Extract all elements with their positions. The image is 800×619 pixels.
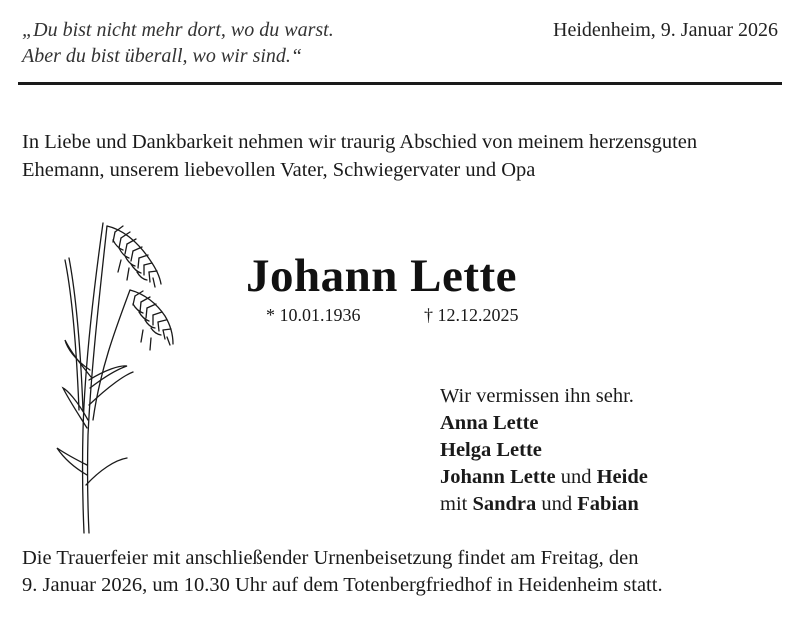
intro-text [22,128,792,184]
service-line-2: 9. Januar 2026, um 10.30 Uhr auf dem Totenbergfriedhof in Heidenheim statt. [22,574,663,596]
memorial-quote [22,17,334,69]
family-member-2: Helga Lette [440,439,542,461]
family-line-4 [440,491,648,518]
family-member-5: Sandra [472,493,537,515]
birth-date: * 10.01.1936 [266,305,361,325]
family-line-3 [440,464,648,491]
intro-line-1: In Liebe und Dankbarkeit nehmen wir traurig Abschied von meinem herzensguten [22,131,698,153]
family-member-6: Fabian [577,493,639,515]
intro-line-2: Ehemann, unserem liebevollen Vater, Schwiegervater und Opa [22,159,536,181]
quote-line-2: Aber du bist überall, wo wir sind.“ [22,45,303,67]
place-date: Heidenheim, 9. Januar 2026 [553,19,778,41]
life-dates [266,303,519,327]
divider [18,82,782,85]
family-conjunction: und [555,466,597,488]
family-prefix: mit [440,493,473,515]
family-signature [440,383,648,518]
death-date: † 12.12.2025 [424,305,519,325]
family-member-4: Heide [596,466,648,488]
family-intro: Wir vermissen ihn sehr. [440,385,634,407]
service-announcement [22,545,792,599]
wheat-icon [55,220,195,535]
family-member-1: Anna Lette [440,412,539,434]
family-member-3: Johann Lette [440,466,556,488]
family-conjunction: und [536,493,578,515]
service-line-1: Die Trauerfeier mit anschließender Urnenbeisetzung findet am Freitag, den [22,547,639,569]
deceased-name: Johann Lette [246,250,518,302]
quote-line-1: „Du bist nicht mehr dort, wo du warst. [22,19,334,41]
